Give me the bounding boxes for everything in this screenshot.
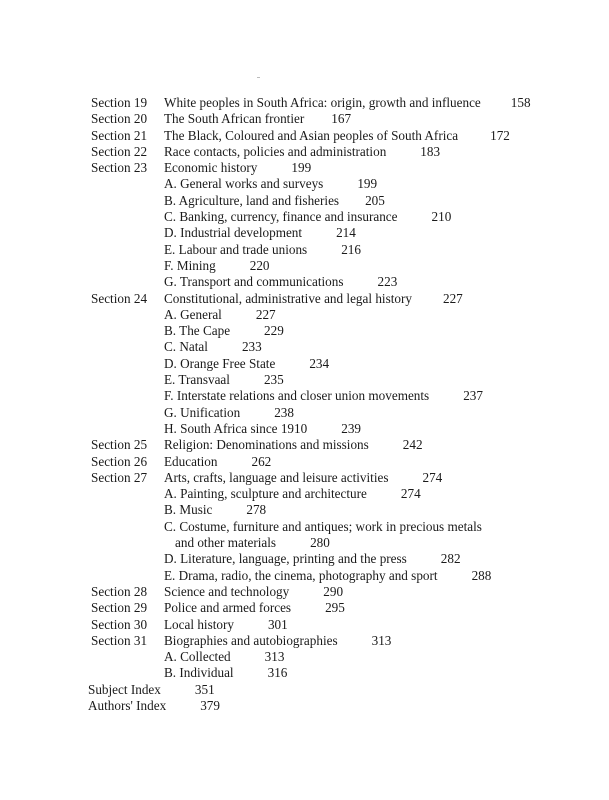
toc-row xyxy=(0,291,609,307)
toc-row xyxy=(0,405,609,421)
toc-row xyxy=(0,519,609,535)
page-number: 295 xyxy=(325,600,345,616)
toc-subtitle: H. South Africa since 1910 239 xyxy=(164,420,361,436)
page-number: 227 xyxy=(255,306,276,322)
toc-title: Religion: Denominations and missions 242 xyxy=(164,437,423,453)
toc-row xyxy=(0,111,609,127)
toc-row xyxy=(0,388,609,404)
toc-row xyxy=(0,95,609,111)
toc-title: Race contacts, policies and administration 183 xyxy=(164,143,441,159)
toc-row xyxy=(0,617,609,633)
toc-subtitle: E. Transvaal 235 xyxy=(164,372,284,388)
toc-row xyxy=(0,323,609,339)
section-number: Section 24 xyxy=(91,290,148,306)
toc-row xyxy=(0,551,609,567)
section-number: Section 28 xyxy=(91,583,148,599)
toc-subtitle: D. Orange Free State 234 xyxy=(164,355,330,371)
page-number: 237 xyxy=(463,388,483,404)
toc-row xyxy=(0,128,609,144)
section-number: Section 31 xyxy=(91,632,148,648)
page-number: 205 xyxy=(365,192,385,208)
page-number: 167 xyxy=(331,111,352,127)
section-number: Section 21 xyxy=(91,127,148,143)
toc-row xyxy=(0,356,609,372)
page-number: 282 xyxy=(440,551,461,567)
toc-row xyxy=(0,600,609,616)
toc-row xyxy=(0,535,609,551)
toc-row xyxy=(0,193,609,209)
toc-subtitle: E. Labour and trade unions 216 xyxy=(164,241,361,257)
toc-row xyxy=(0,649,609,665)
toc-title: The Black, Coloured and Asian peoples of South Africa 172 xyxy=(164,127,510,143)
toc-row xyxy=(0,421,609,437)
toc-title: Police and armed forces 295 xyxy=(164,600,345,616)
page-number: 301 xyxy=(267,616,288,632)
section-number: Section 25 xyxy=(91,437,148,453)
section-number: Section 27 xyxy=(91,469,148,485)
toc-subtitle: B. Music 278 xyxy=(164,502,267,518)
toc-row xyxy=(0,568,609,584)
page-number: 199 xyxy=(291,160,312,176)
page-number: 379 xyxy=(200,697,220,713)
section-number: Section 26 xyxy=(91,453,148,469)
toc-row xyxy=(0,470,609,486)
page-number: 274 xyxy=(400,486,421,502)
toc-row xyxy=(0,372,609,388)
toc-title: Arts, crafts, language and leisure activities 274 xyxy=(164,469,443,485)
page-number: 227 xyxy=(442,290,463,306)
toc-subtitle: C. Costume, furniture and antiques; work in precious metals xyxy=(164,518,482,534)
page-number: 288 xyxy=(471,567,492,583)
toc-title: Local history 301 xyxy=(164,616,288,632)
toc-subtitle: G. Unification 238 xyxy=(164,404,294,420)
toc-row xyxy=(0,144,609,160)
toc-title: Economic history 199 xyxy=(164,160,312,176)
toc-row xyxy=(0,584,609,600)
page-number: 235 xyxy=(263,372,284,388)
toc-subtitle: C. Natal 233 xyxy=(164,339,262,355)
toc-subtitle: A. General 227 xyxy=(164,306,276,322)
page-number: 214 xyxy=(336,225,356,241)
toc-subtitle: A. General works and surveys 199 xyxy=(164,176,378,192)
toc-title: Science and technology 290 xyxy=(164,583,344,599)
toc-subtitle-continued: and other materials 280 xyxy=(175,535,330,551)
toc-title: White peoples in South Africa: origin, growth and influence 158 xyxy=(164,95,531,110)
page-number: 229 xyxy=(264,323,284,339)
toc-row xyxy=(0,665,609,681)
page-number: 199 xyxy=(357,176,378,192)
section-number: Section 23 xyxy=(91,160,148,176)
authors-index: Authors' Index 379 xyxy=(88,697,220,713)
page-number: 242 xyxy=(402,437,423,453)
page-number: 220 xyxy=(249,257,270,273)
section-number: Section 22 xyxy=(91,143,148,159)
toc-subtitle: B. The Cape 229 xyxy=(164,323,284,339)
toc-row xyxy=(0,437,609,453)
toc-subtitle: E. Drama, radio, the cinema, photography and sport 288 xyxy=(164,567,492,583)
page-number: 210 xyxy=(431,209,452,225)
toc-row xyxy=(0,258,609,274)
toc-row xyxy=(0,209,609,225)
scan-mark xyxy=(257,77,260,78)
toc-subtitle: D. Literature, language, printing and the press 282 xyxy=(164,551,461,567)
page-number: 274 xyxy=(422,469,443,485)
toc-subtitle: F. Mining 220 xyxy=(164,257,270,273)
toc-title: Education 262 xyxy=(164,453,272,469)
section-number: Section 30 xyxy=(91,616,148,632)
toc-subtitle: A. Painting, sculpture and architecture 274 xyxy=(164,486,421,502)
toc-row xyxy=(0,274,609,290)
toc-row xyxy=(0,339,609,355)
section-number: Section 29 xyxy=(91,600,148,616)
page-number: 316 xyxy=(267,665,288,681)
toc-row xyxy=(0,176,609,192)
page-number: 234 xyxy=(309,355,330,371)
page-number: 278 xyxy=(246,502,267,518)
toc-row xyxy=(0,242,609,258)
toc-row xyxy=(0,633,609,649)
section-number: Section 20 xyxy=(91,111,148,127)
table-of-contents xyxy=(0,95,609,714)
toc-row xyxy=(0,486,609,502)
toc-row xyxy=(0,225,609,241)
page-number: 216 xyxy=(341,241,361,257)
toc-row xyxy=(0,682,609,698)
toc-row xyxy=(0,454,609,470)
toc-title: The South African frontier 167 xyxy=(164,111,352,127)
page-number: 290 xyxy=(323,583,344,599)
page-number: 239 xyxy=(341,420,361,436)
page-number: 313 xyxy=(264,649,285,665)
page-number: 238 xyxy=(274,404,294,420)
page-number: 158 xyxy=(510,95,531,110)
toc-row xyxy=(0,502,609,518)
page-number: 280 xyxy=(310,535,330,551)
subject-index: Subject Index 351 xyxy=(88,681,215,697)
page-number: 223 xyxy=(377,274,398,290)
toc-row xyxy=(0,160,609,176)
page-number: 183 xyxy=(420,143,441,159)
toc-subtitle: C. Banking, currency, finance and insurance 210 xyxy=(164,209,452,225)
section-number: Section 19 xyxy=(91,95,148,110)
toc-title: Biographies and autobiographies 313 xyxy=(164,632,392,648)
toc-row xyxy=(0,307,609,323)
toc-title: Constitutional, administrative and legal history 227 xyxy=(164,290,463,306)
page-number: 313 xyxy=(371,632,392,648)
toc-subtitle: A. Collected 313 xyxy=(164,649,285,665)
page-number: 351 xyxy=(194,681,215,697)
toc-row xyxy=(0,698,609,714)
toc-subtitle: F. Interstate relations and closer union movements 237 xyxy=(164,388,483,404)
page-number: 233 xyxy=(241,339,262,355)
page-number: 172 xyxy=(490,127,510,143)
toc-subtitle: G. Transport and communications 223 xyxy=(164,274,398,290)
toc-subtitle: B. Individual 316 xyxy=(164,665,288,681)
toc-subtitle: D. Industrial development 214 xyxy=(164,225,356,241)
toc-subtitle: B. Agriculture, land and fisheries 205 xyxy=(164,192,385,208)
page-number: 262 xyxy=(251,453,272,469)
